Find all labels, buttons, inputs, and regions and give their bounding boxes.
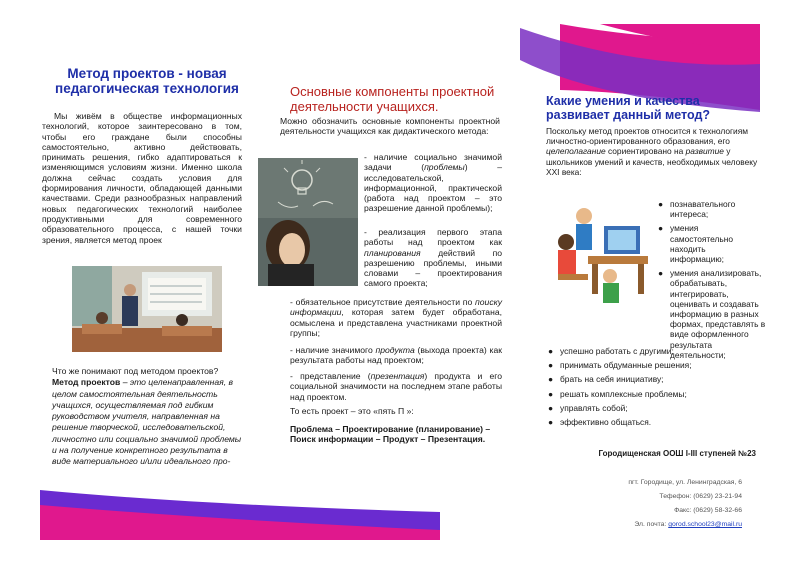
footer-email-label: Эл. почта: [634, 521, 667, 528]
footer-fax: Факс: (0629) 58-32-66 [674, 507, 742, 514]
col2-five-p: Проблема – Проектирование (планирование) – Поиск информации – Продукт – Презентация. [290, 424, 491, 445]
classroom-photo [72, 266, 222, 352]
col3-skill-item: ● управлять собой; [548, 402, 628, 413]
col3-skill-item: ● принимать обдуманные решения; [548, 360, 692, 371]
col3-skill-item: ● успешно работать с другими; [548, 346, 674, 356]
col1-title: Метод проектов - новая педагогическая технология [55, 66, 239, 96]
col3-side-list [656, 199, 766, 360]
footer-email-link[interactable]: gorod.school23@mail.ru [668, 521, 742, 528]
col1-definition: Что же понимают под методом проектов? Метод проектов – это целенаправленная, в целом самостоятельная деятельность учащихся, осуществляемая под гибким руководством учителя, направленная на решение творческой, исследовательской, личностно или социально значимой проблемы и на получение конкретного результата в виде материального и/или идеального про- [52, 366, 242, 467]
col3-skill-item: ● эффективно общаться. [548, 417, 652, 428]
col3-side-item: ● умения анализировать, обрабатывать, интегрировать, оценивать и создавать информацию в разных формах, представлять в виде оформленного результата деятельности; [658, 268, 766, 360]
col2-item4: - наличие значимого продукта (выхода проекта) как результата работы над проектом; [290, 345, 503, 366]
girl-lightbulb-photo [258, 158, 358, 286]
col1-intro: Мы живём в обществе информационных технологий, которое заинтересовано в том, чтобы его граждане были способны самостоятельно, активно действовать, принимать решения, гибко адаптироваться к изменяющимся условиям жизни. Именно школа должна сейчас создать условия для формирования личности, обладающей данными качествами. Среди разнообразных направлений новых педагогических технологий наиболее продуктивными для современного образовательного процесса, с нашей точки зрения, является метод проек [42, 111, 242, 245]
col2-item2: - реализация первого этапа работы над проектом как планирования действий по разрешению проблемы, иными словами – проектирования самого проекта; [364, 227, 502, 289]
col2-title: Основные компоненты проектной деятельности учащихся. [290, 84, 495, 114]
col2-intro: Можно обозначить основные компоненты проектной деятельности учащихся как дидактического метода: [280, 116, 500, 137]
col3-side-item: ● умения самостоятельно находить информацию; [658, 223, 734, 265]
col3-skill-item: ● брать на себя инициативу; [548, 374, 664, 385]
col3-side-item: ● познавательного интереса; [658, 199, 736, 220]
col2-item5: - представление (презентация) продукта и его социальной значимости на последнем этапе работы над проектом. [290, 371, 502, 402]
footer-email-line [634, 521, 742, 529]
footer-phone: Тефефон: (0629) 23-21-94 [659, 493, 742, 500]
footer-address: пгт. Городище, ул. Ленинградская, 6 [628, 479, 742, 486]
col3-skills-list [546, 346, 756, 427]
col3-title: Какие умения и качества развивает данный метод? [546, 94, 711, 122]
col2-item1: - наличие социально значимой задачи (проблемы) – исследовательской, информационной, практической (работа над проектом – это разрешение данной проблемы); [364, 152, 503, 214]
col3-skill-item: ● решать комплексные проблемы; [548, 388, 687, 399]
students-at-computer-illustration [548, 196, 650, 304]
col2-item3: - обязательное присутствие деятельности по поиску информации, которая затем будет обработана, осмыслена и представлена участниками проектной группы; [290, 297, 502, 338]
school-name: Городищенская ООШ I-III ступеней №23 [598, 449, 756, 458]
col3-intro: Поскольку метод проектов относится к технологиям личностно-ориентированного образования, его целеполагание сориентировано на развитие у школьников умений и качеств, необходимых человеку XXI века: [546, 126, 758, 177]
col2-summary: То есть проект – это «пять П »: [290, 406, 414, 416]
